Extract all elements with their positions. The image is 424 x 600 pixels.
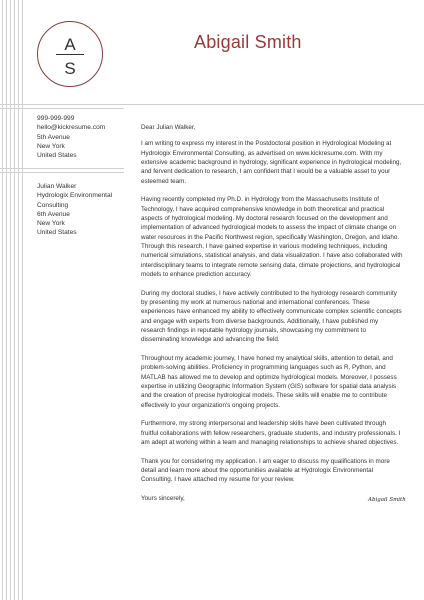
contact-phone: 999-999-999 (37, 115, 75, 122)
header-rule (0, 104, 424, 105)
vertical-rule (18, 0, 19, 600)
vertical-rule (14, 0, 15, 600)
vertical-rule (10, 0, 11, 600)
contact-country: United States (37, 152, 77, 160)
sidebar-rule (0, 168, 124, 169)
closing: Yours sincerely, (141, 495, 185, 503)
decorative-vertical-lines (0, 0, 26, 600)
recipient-city: New York (37, 220, 65, 228)
sidebar-rule (0, 108, 124, 109)
letter-paragraph: Having recently completed my Ph.D. in Hydrology from the Massachusetts Institute of Technology, I have acquired comprehensive knowledge in both theoretical and practical aspects of hydrological modeling. My doctoral research focused on the development and implementation of advanced hydrological models to assess the impact of climate change on water resources in the Pacific Northwest region, specifically Washington, Oregon, and Idaho. Through this research, I have gained expertise in various modeling techniques, including numerical simulations, statistical analysis, and data visualization. I have also collaborated with interdisciplinary teams to integrate remote sensing data, climate projections, and hydrological models to enhance prediction accuracy. (141, 196, 403, 279)
recipient-country: United States (37, 229, 77, 237)
monogram-divider (56, 54, 84, 55)
vertical-rule (6, 0, 7, 600)
letter-paragraph: Throughout my academic journey, I have honed my analytical skills, attention to detail, and problem-solving abilities. Proficiency in programming languages such as R, Python, and MATLAB has allowed me to develop and optimize hydrological models. Moreover, I possess expertise in utilizing Geographic Information System (GIS) software for spatial data analysis and the creation of precise hydrological models. These skills will enable me to contribute effectively to your organization's ongoing projects. (141, 355, 397, 409)
vertical-rule (22, 0, 23, 600)
signature: Abigail Smith (368, 497, 406, 503)
recipient-address: 6th Avenue (37, 210, 70, 218)
recipient-info (37, 182, 123, 238)
letter-body (141, 123, 403, 513)
applicant-name: Abigail Smith (194, 32, 302, 52)
letter-paragraph: Thank you for considering my application. I am eager to discuss my qualifications in more detail and learn more about the opportunities available at Hydrologix Environmental Consulting. I have attached my resume for your review. (141, 457, 390, 484)
vertical-rule (2, 0, 3, 600)
contact-email: hello@kickresume.com (37, 124, 106, 132)
contact-info (37, 114, 117, 160)
contact-address: 5th Avenue (37, 133, 70, 141)
contact-city: New York (37, 142, 65, 150)
monogram (37, 21, 103, 87)
salutation: Dear Julian Walker, (141, 124, 196, 131)
sidebar-rule (0, 172, 124, 173)
letter-paragraph: During my doctoral studies, I have actively contributed to the hydrology research community by presenting my work at numerous national and international conferences. These experiences have enhanced my ability to effectively communicate complex scientific concepts and engage with experts from diverse backgrounds. Additionally, I have published my research findings in reputable hydrology journals, showcasing my commitment to disseminating knowledge and advancing the field. (141, 289, 402, 344)
letter-paragraph: Furthermore, my strong interpersonal and leadership skills have been cultivated through fruitful collaborations with fellow researchers, graduate students, and industry professionals. I am adept at working within a team and managing relationships to achieve shared objectives. (141, 420, 401, 447)
letter-paragraph: I am writing to express my interest in the Postdoctoral position in Hydrological Modeling at Hydrologix Environmental Consulting, as advertised on www.kickresume.com. With my extensive academic background in hydrology, significant experience in hydrological modeling, and fervent dedication to research, I am confident that I would be a valuable asset to your esteemed team. (141, 140, 402, 185)
monogram-initial-first: A (64, 35, 76, 54)
recipient-company: Hydrologix Environmental Consulting (37, 192, 113, 209)
monogram-initial-last: S (64, 59, 76, 78)
recipient-name: Julian Walker (37, 183, 77, 190)
